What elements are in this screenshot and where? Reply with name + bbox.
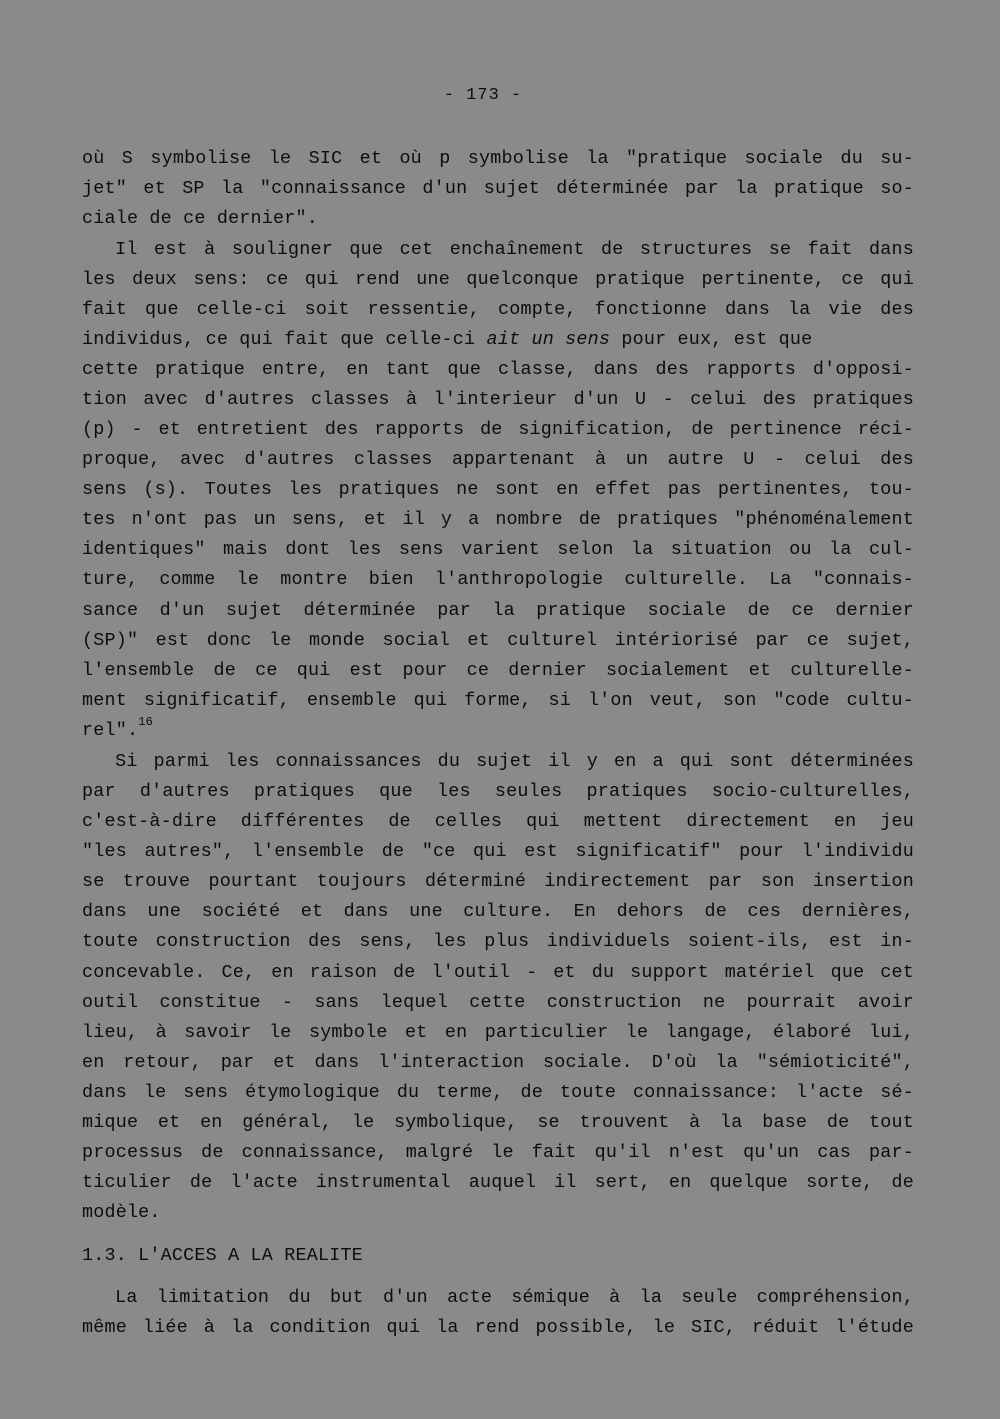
text-line: outil constitue - sans lequel cette construction ne pourrait avoir	[82, 992, 914, 1013]
text-line: jet" et SP la "connaissance d'un sujet déterminée par la pratique so-	[82, 178, 914, 199]
text-line: où S symbolise le SIC et où p symbolise la "pratique sociale du su-	[82, 148, 914, 169]
text-line: les deux sens: ce qui rend une quelconque pratique pertinente, ce qui	[82, 269, 914, 290]
text-line: tes n'ont pas un sens, et il y a nombre de pratiques "phénoménalement	[82, 509, 914, 530]
text-line: fait que celle-ci soit ressentie, compte, fonctionne dans la vie des	[82, 299, 914, 320]
text-line: même liée à la condition qui la rend possible, le SIC, réduit l'étude	[82, 1317, 914, 1338]
text-line: se trouve pourtant toujours déterminé indirectement par son insertion	[82, 871, 914, 892]
text-line: ture, comme le montre bien l'anthropologie culturelle. La "connais-	[82, 569, 914, 590]
page-number: - 173 -	[443, 86, 523, 105]
text-line: "les autres", l'ensemble de "ce qui est significatif" pour l'individu	[82, 841, 914, 862]
text-line: La limitation du but d'un acte sémique à la seule compréhension,	[115, 1287, 914, 1308]
text-line	[82, 329, 914, 351]
text-line: Il est à souligner que cet enchaînement de structures se fait dans	[115, 239, 914, 260]
text-line: dans une société et dans une culture. En dehors de ces dernières,	[82, 901, 914, 922]
text-line: processus de connaissance, malgré le fait qu'il n'est qu'un cas par-	[82, 1142, 914, 1163]
text-line: mique et en général, le symbolique, se trouvent à la base de tout	[82, 1112, 914, 1133]
text-line: proque, avec d'autres classes appartenant à un autre U - celui des	[82, 449, 914, 470]
text-line: tion avec d'autres classes à l'interieur d'un U - celui des pratiques	[82, 389, 914, 410]
text-line: par d'autres pratiques que les seules pratiques socio-culturelles,	[82, 781, 914, 802]
text-line	[82, 715, 914, 742]
text-line: identiques" mais dont les sens varient selon la situation ou la cul-	[82, 539, 914, 560]
footnote-ref: 16	[138, 715, 153, 729]
text-run: rel".	[82, 720, 139, 741]
emphasis-text: ait un sens	[486, 329, 611, 350]
text-line: (p) - et entretient des rapports de signification, de pertinence réci-	[82, 419, 914, 440]
text-line: lieu, à savoir le symbole et en particulier le langage, élaboré lui,	[82, 1022, 914, 1043]
text-line: toute construction des sens, les plus individuels soient-ils, est in-	[82, 931, 914, 952]
text-line: ment significatif, ensemble qui forme, si l'on veut, son "code cultu-	[82, 690, 914, 711]
text-line: concevable. Ce, en raison de l'outil - et du support matériel que cet	[82, 962, 914, 983]
text-line: sance d'un sujet déterminée par la pratique sociale de ce dernier	[82, 600, 914, 621]
text-line: sens (s). Toutes les pratiques ne sont en effet pas pertinentes, tou-	[82, 479, 914, 500]
text-line: l'ensemble de ce qui est pour ce dernier socialement et culturelle-	[82, 660, 914, 681]
text-line: c'est-à-dire différentes de celles qui mettent directement en jeu	[82, 811, 914, 832]
text-line: (SP)" est donc le monde social et culturel intériorisé par ce sujet,	[82, 630, 914, 651]
text-line: Si parmi les connaissances du sujet il y en a qui sont déterminées	[115, 751, 914, 772]
text-run: pour eux, est que	[610, 329, 813, 350]
text-line: dans le sens étymologique du terme, de toute connaissance: l'acte sé-	[82, 1082, 914, 1103]
text-line: modèle.	[82, 1202, 161, 1223]
section-heading: 1.3. L'ACCES A LA REALITE	[82, 1245, 363, 1266]
text-line: ticulier de l'acte instrumental auquel il sert, en quelque sorte, de	[82, 1172, 914, 1193]
text-line: en retour, par et dans l'interaction sociale. D'où la "sémioticité",	[82, 1052, 914, 1073]
text-line: ciale de ce dernier".	[82, 208, 318, 229]
text-run: individus, ce qui fait que celle-ci	[82, 329, 487, 350]
text-line: cette pratique entre, en tant que classe, dans des rapports d'opposi-	[82, 359, 914, 380]
